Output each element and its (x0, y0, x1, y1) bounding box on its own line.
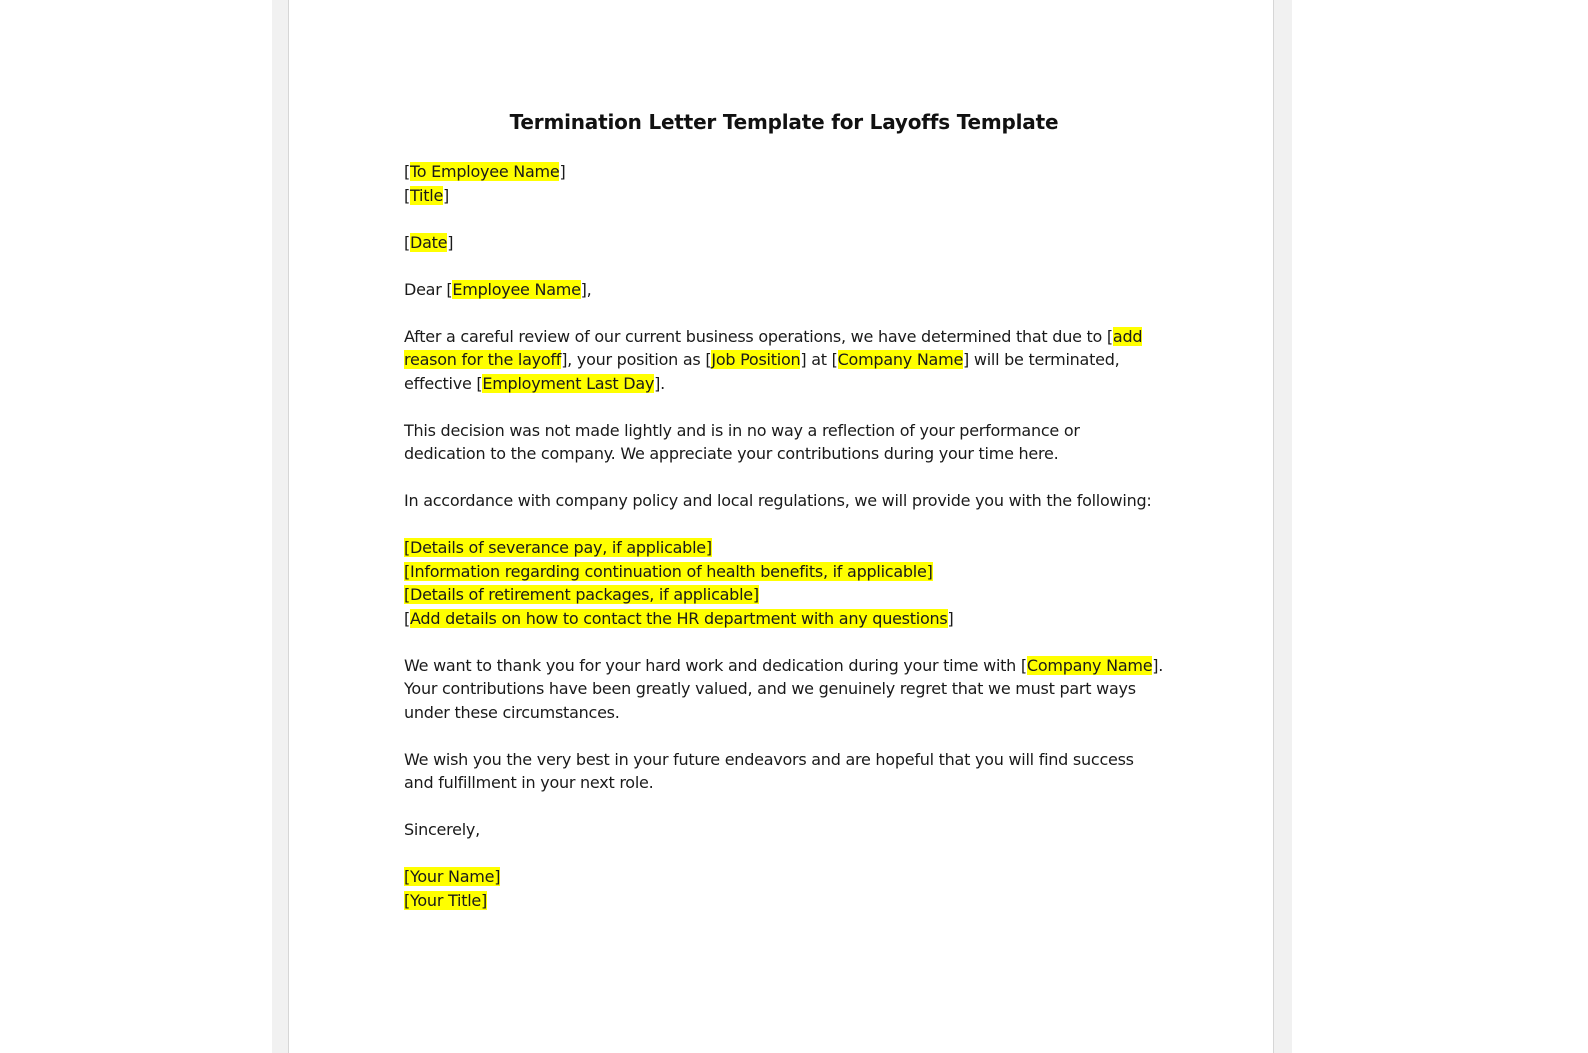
hr-close-bracket: ] (947, 608, 954, 628)
letter-body (404, 110, 1164, 912)
para4-text-1: We want to thank you for your hard work and dedication during your time with [ (404, 655, 1027, 675)
paragraph-layoff-notice (404, 325, 1164, 396)
signature-title-placeholder[interactable]: [Your Title] (404, 890, 488, 910)
paragraph-well-wishes: We wish you the very best in your future endeavors and are hopeful that you will find success and fulfillment in your next role. (404, 749, 1134, 792)
recipient-name-line: [To Employee Name] (404, 162, 566, 181)
para1-text-4: ] will be terminated, effective [ (404, 350, 1120, 393)
employee-name-placeholder[interactable]: Employee Name (452, 279, 581, 299)
health-benefits-placeholder[interactable]: [Information regarding continuation of health benefits, if applicable] (404, 561, 933, 581)
retirement-placeholder[interactable]: [Details of retirement packages, if applicable] (404, 585, 759, 604)
company-name-placeholder[interactable]: Company Name (837, 350, 964, 369)
salutation-suffix: ], (580, 279, 592, 299)
para1-text-5: ]. (654, 373, 665, 393)
para1-text-3: ] at [ (800, 350, 838, 369)
recipient-title-placeholder[interactable]: Title (410, 185, 444, 205)
list-item-retirement (404, 583, 1164, 607)
severance-placeholder[interactable]: [Details of severance pay, if applicable] (404, 538, 712, 557)
paragraph-thanks (404, 654, 1164, 725)
recipient-name-placeholder[interactable]: To Employee Name (410, 162, 560, 181)
hr-open-bracket: [ (404, 608, 410, 628)
list-item-severance (404, 536, 1164, 560)
document-title: Termination Letter Template for Layoffs Template (509, 110, 1059, 134)
paragraph-decision: This decision was not made lightly and is in no way a reflection of your performance or dedication to the company. We appreciate your contributions during your time here. (404, 420, 1080, 463)
signature-name-line (404, 865, 1164, 889)
signature-title-line (404, 889, 1164, 913)
list-item-hr-contact (404, 607, 1164, 631)
para1-text-2: ], your position as [ (561, 350, 712, 369)
date-placeholder[interactable]: Date (410, 232, 448, 252)
signature-name-placeholder[interactable]: [Your Name] (404, 867, 501, 886)
reason-placeholder[interactable]: add reason for the layoff (404, 326, 1143, 369)
job-position-placeholder[interactable]: Job Position (711, 350, 801, 369)
recipient-title-line: [Title] (404, 185, 450, 205)
list-item-health-benefits (404, 560, 1164, 584)
closing: Sincerely, (404, 820, 480, 839)
last-day-placeholder[interactable]: Employment Last Day (482, 373, 655, 393)
date-line: [Date] (404, 232, 454, 252)
para4-text-2: ]. Your contributions have been greatly valued, and we genuinely regret that we must part ways under these circumstances. (404, 655, 1164, 722)
salutation: Dear [Employee Name], (404, 279, 592, 299)
para1-text-1: After a careful review of our current business operations, we have determined that due to [ (404, 326, 1113, 346)
paragraph-provisions-intro: In accordance with company policy and local regulations, we will provide you with the following: (404, 491, 1152, 510)
company-name-placeholder-2[interactable]: Company Name (1026, 655, 1153, 675)
document-page[interactable] (288, 0, 1274, 1053)
hr-contact-placeholder[interactable]: Add details on how to contact the HR department with any questions (410, 608, 948, 628)
salutation-prefix: Dear (404, 279, 447, 299)
